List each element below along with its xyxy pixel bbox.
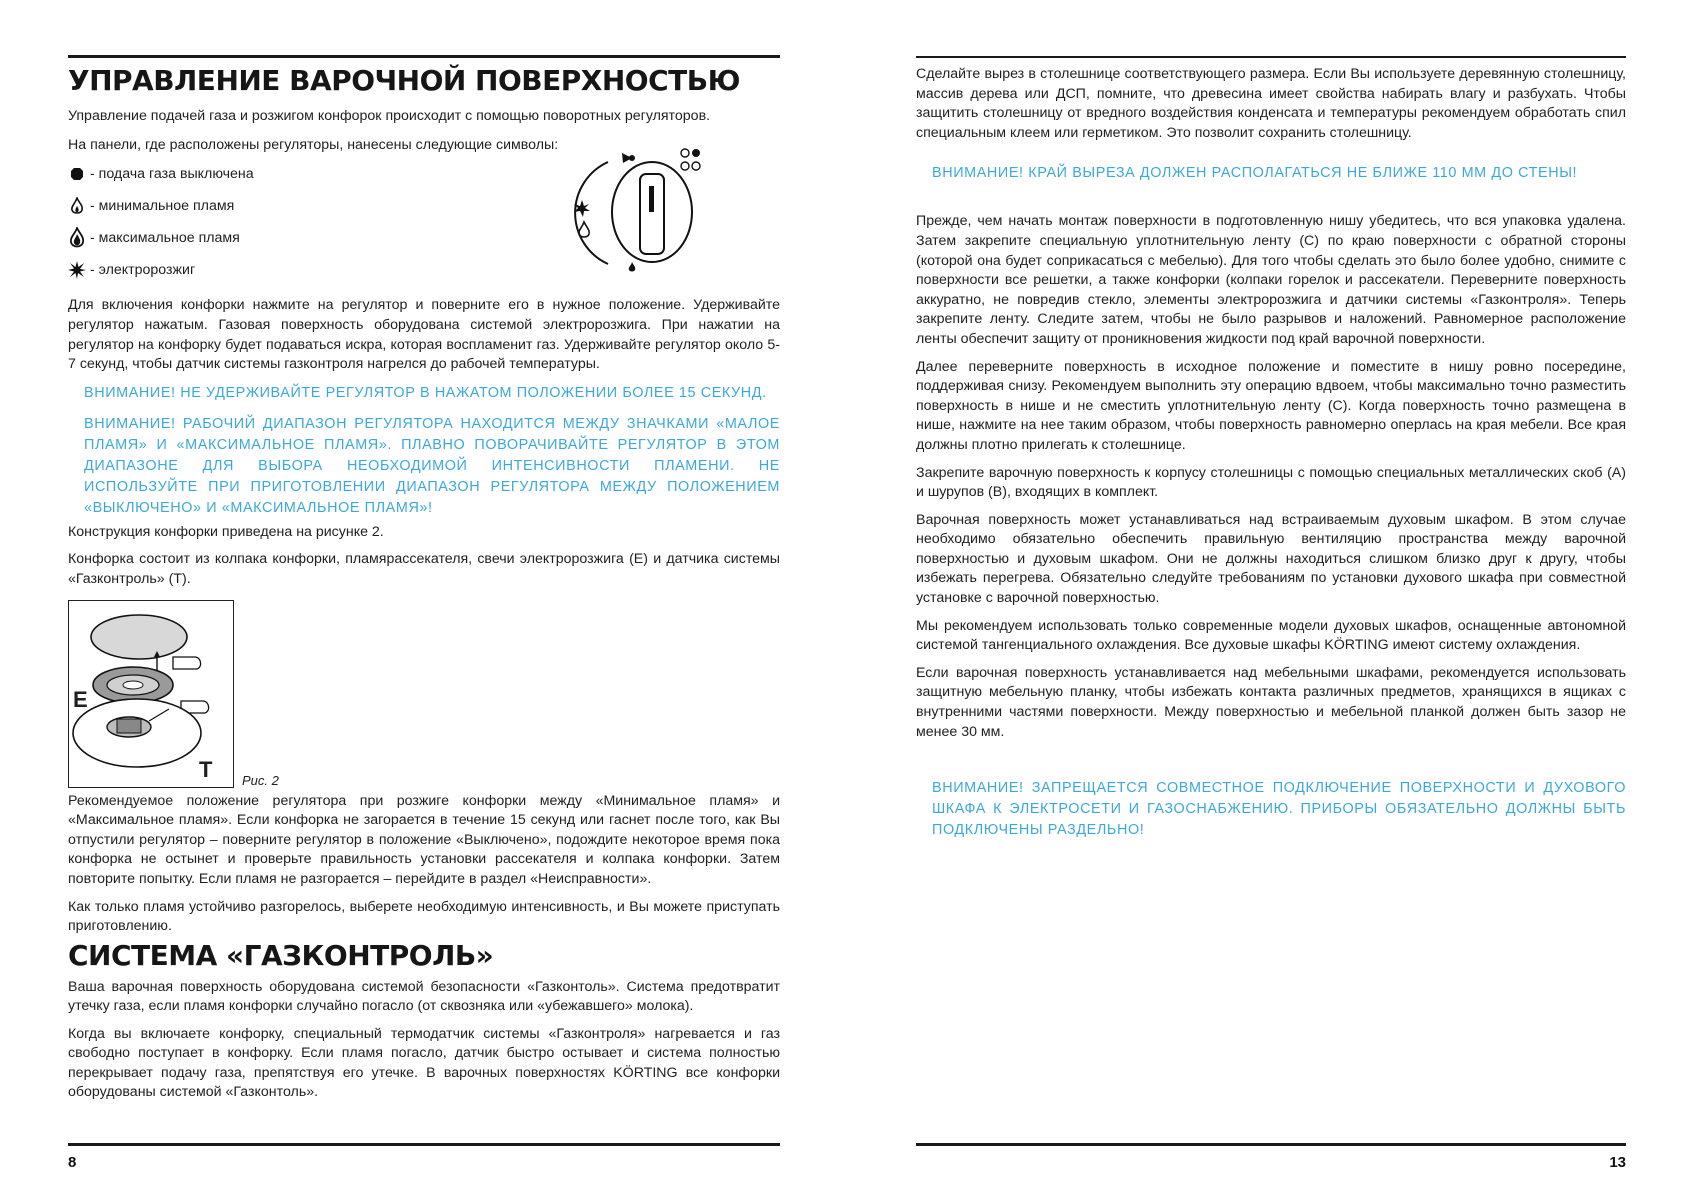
hand-icon: [173, 657, 201, 669]
knob-indicator: [649, 186, 654, 212]
section-title-gascontrol: СИСТЕМА «ГАЗКОНТРОЛЬ»: [68, 938, 494, 972]
top-rule: [68, 55, 780, 58]
right-column: [916, 65, 1626, 841]
cutout-paragraph: Сделайте вырез в столешнице соответствующего размера. Если Вы используете деревянную столешницу, массив дерева или ДСП, помните, что древесина имеет свойства набирать влагу и разбухать. Чтобы защитить столешницу от вредного воздействия конденсата и температуры рекомендуем обработать спил специальным клеем или герметиком. Это позволит сохранить столешницу.: [916, 66, 1626, 141]
figure-2: [68, 600, 780, 788]
cabinet-paragraph: Если варочная поверхность устанавливается над мебельными шкафами, рекомендуется использовать защитную мебельную планку, чтобы избежать контакта различных предметов, хранящихся в ящиках с внутренними частями поверхности. Между поверхностью и мебельной планкой должен быть зазор не менее 30 мм.: [916, 664, 1626, 740]
warning-range: ВНИМАНИЕ! РАБОЧИЙ ДИАПАЗОН РЕГУЛЯТОРА НАХОДИТСЯ МЕЖДУ ЗНАЧКАМИ «МАЛОЕ ПЛАМЯ» И «МАКСИМАЛЬНОЕ ПЛАМЯ». ПЛАВНО ПОВОРАЧИВАЙТЕ РЕГУЛЯТОР В ЭТОМ ДИАПАЗОНЕ ДЛЯ ВЫБОРА НЕОБХОДИМОЙ ИНТЕНСИВНОСТИ ПЛАМЕНИ. НЕ ИСПОЛЬЗУЙТЕ ПРИ ПРИГОТОВЛЕНИИ ДИАПАЗОН РЕГУЛЯТОРА МЕЖДУ ПОЛОЖЕНИЕМ «ВЫКЛЮЧЕНО» И «МАКСИМАЛЬНОЕ ПЛАМЯ»!: [84, 415, 780, 516]
symbols-block: [68, 136, 780, 284]
arc-arrowhead: [622, 153, 632, 163]
parts-paragraph: Конфорка состоит из колпака конфорки, пламярассекателя, свечи электророзжига (Е) и датчика системы «Газконтроль» (Т).: [68, 551, 780, 587]
small-flame-icon: [629, 262, 635, 272]
gas-off-icon: [68, 164, 86, 184]
burner-cap: [91, 615, 187, 659]
burner-figure: [68, 600, 234, 788]
page-number: 8: [68, 1154, 77, 1171]
top-rule: [916, 56, 1626, 58]
page-number: 13: [1609, 1154, 1626, 1171]
label-e: E: [73, 686, 88, 712]
models-paragraph: Мы рекомендуем использовать только современные модели духовых шкафов, оснащенные автономной системой тангенциального охлаждения. Все духовые шкафы KÖRTING имеют систему охлаждения.: [916, 617, 1626, 654]
section-title-control: УПРАВЛЕНИЕ ВАРОЧНОЙ ПОВЕРХНОСТЬЮ: [68, 64, 740, 97]
figure-caption: Рис. 2: [242, 772, 279, 788]
warning-hold: ВНИМАНИЕ! НЕ УДЕРЖИВАЙТЕ РЕГУЛЯТОР В НАЖАТОМ ПОЛОЖЕНИИ БОЛЕЕ 15 СЕКУНД.: [84, 384, 767, 401]
label-t: T: [199, 756, 213, 782]
ignite-paragraph: Для включения конфорки нажмите на регулятор и поверните его в нужное положение. Удерживайте регулятор нажатым. Газовая поверхность оборудована системой электророзжига. При нажатии на регулятор на конфорку будет подаваться искра, которая воспламенит газ. Удерживайте регулятор около 5-7 секунд, чтобы датчик системы газконтроля нагрелся до рабочей температуры.: [68, 297, 780, 373]
ready-paragraph: Как только пламя устойчиво разгорелось, выберете необходимую интенсивность, и Вы можете приступать приготовлению.: [68, 898, 780, 935]
warning-edge: ВНИМАНИЕ! КРАЙ ВЫРЕЗА ДОЛЖЕН РАСПОЛАГАТЬСЯ НЕ БЛИЖЕ 110 ММ ДО СТЕНЫ!: [932, 165, 1578, 182]
mount-paragraph: Прежде, чем начать монтаж поверхности в подготовленную нишу убедитесь, что вся упаковка удалена. Затем закрепите специальную уплотнительную ленту (С) по краю поверхности с обратной стороны (которой она будет соприкасаться с мебелью). Для того чтобы сделать это было более удобно, снимите с поверхности все решетки, а также конфорки (колпаки горелок и рассекатели. Переверните поверхность аккуратно, не повредив стекло, элементы электророзжига и датчики системы «Газконтроля». Теперь закрепите ленту. Следите затем, чтобы не было разрывов и наложений. Равномерное расположение ленты обеспечит защиту от проникновения жидкости под край варочной поверхности.: [916, 213, 1626, 347]
gascontrol-paragraph-2: Когда вы включаете конфорку, специальный термодатчик системы «Газконтроля» нагревается и газ свободно поступает в конфорку. Если пламя погасло, датчик быстро остывает и система полностью перекрывает подачу газа, препятствуя его утечке. В варочных поверхностях KÖRTING все конфорки оборудованы системой «Газконтоль».: [68, 1025, 780, 1101]
gascontrol-paragraph-1: Ваша варочная поверхность оборудована системой безопасности «Газконтоль». Система предотвратит утечку газа, если пламя конфорки случайно погасло (от сквозняка или «убежавшего» молока).: [68, 978, 780, 1015]
symbol-label: - максимальное пламя: [90, 229, 240, 246]
place-paragraph: Далее переверните поверхность в исходное положение и поместите в нишу ровно посередине, поддерживая снизу. Рекомендуем выполнить эту операцию вдвоем, чтобы максимально точно разместить поверхность в нише и не сместить уплотнительную ленту (С). Когда поверхность точно размещена в нише, нажмите на нее таким образом, чтобы поверхность равномерно оперлась на края мебели. Все края должны плотно прилегать к столешнице.: [916, 358, 1626, 453]
fix-paragraph: Закрепите варочную поверхность к корпусу столешницы с помощью специальных металлических скоб (А) и шурупов (В), входящих в комплект.: [916, 464, 1626, 501]
spark-icon: [68, 260, 86, 280]
bottom-rule: [916, 1143, 1626, 1146]
symbol-label: - подача газа выключена: [90, 165, 254, 182]
left-column: [68, 66, 780, 1103]
knob-diagram: [568, 144, 708, 274]
rotation-arc: [575, 162, 608, 264]
construct-paragraph: Конструкция конфорки приведена на рисунке 2.: [68, 523, 384, 540]
symbol-label: - минимальное пламя: [90, 197, 235, 214]
left-page: [68, 0, 780, 1191]
small-flame-icon: [68, 196, 86, 216]
burner-layout-icon: [681, 149, 700, 170]
symbols-lead: На панели, где расположены регуляторы, нанесены следующие символы:: [68, 137, 559, 154]
warning-connect: ВНИМАНИЕ! ЗАПРЕЩАЕТСЯ СОВМЕСТНОЕ ПОДКЛЮЧЕНИЕ ПОВЕРХНОСТИ И ДУХОВОГО ШКАФА К ЭЛЕКТРОСЕТИ И ГАЗОСНАБЖЕНИЮ. ПРИБОРЫ ОБЯЗАТЕЛЬНО ДОЛЖНЫ БЫТЬ ПОДКЛЮЧЕНЫ РАЗДЕЛЬНО!: [932, 780, 1626, 839]
symbol-label: - электророзжиг: [90, 261, 196, 278]
bottom-rule: [68, 1143, 780, 1146]
large-flame-icon: [68, 228, 86, 248]
oven-paragraph: Варочная поверхность может устанавливаться над встраиваемым духовым шкафом. В этом случае необходимо обязательно обеспечить правильную вентиляцию пространства между варочной поверхностью и духовым шкафом. Они не должны находиться слишком близко друг к другу, чтобы избежать перегрева. Обязательно следуйте требованиям по установки духового шкафа при совместной установке с варочной поверхностью.: [916, 511, 1626, 607]
recommend-paragraph: Рекомендуемое положение регулятора при розжиге конфорки между «Минимальное пламя» и «Максимальное пламя». Если конфорка не загорается в течение 15 секунд или гаснет после того, как Вы отпустили регулятор – поверните регулятор в положение «Выключено», подождите некоторое время пока конфорка не остынет и проверьте правильность установки рассекателя и колпака конфорки. Затем повторите попытку. Если пламя не разгорается – перейдите в раздел «Неисправности».: [68, 792, 780, 887]
intro-paragraph: Управление подачей газа и розжигом конфорок происходит с помощью поворотных регуляторов.: [68, 107, 711, 124]
right-page: [916, 0, 1626, 1191]
